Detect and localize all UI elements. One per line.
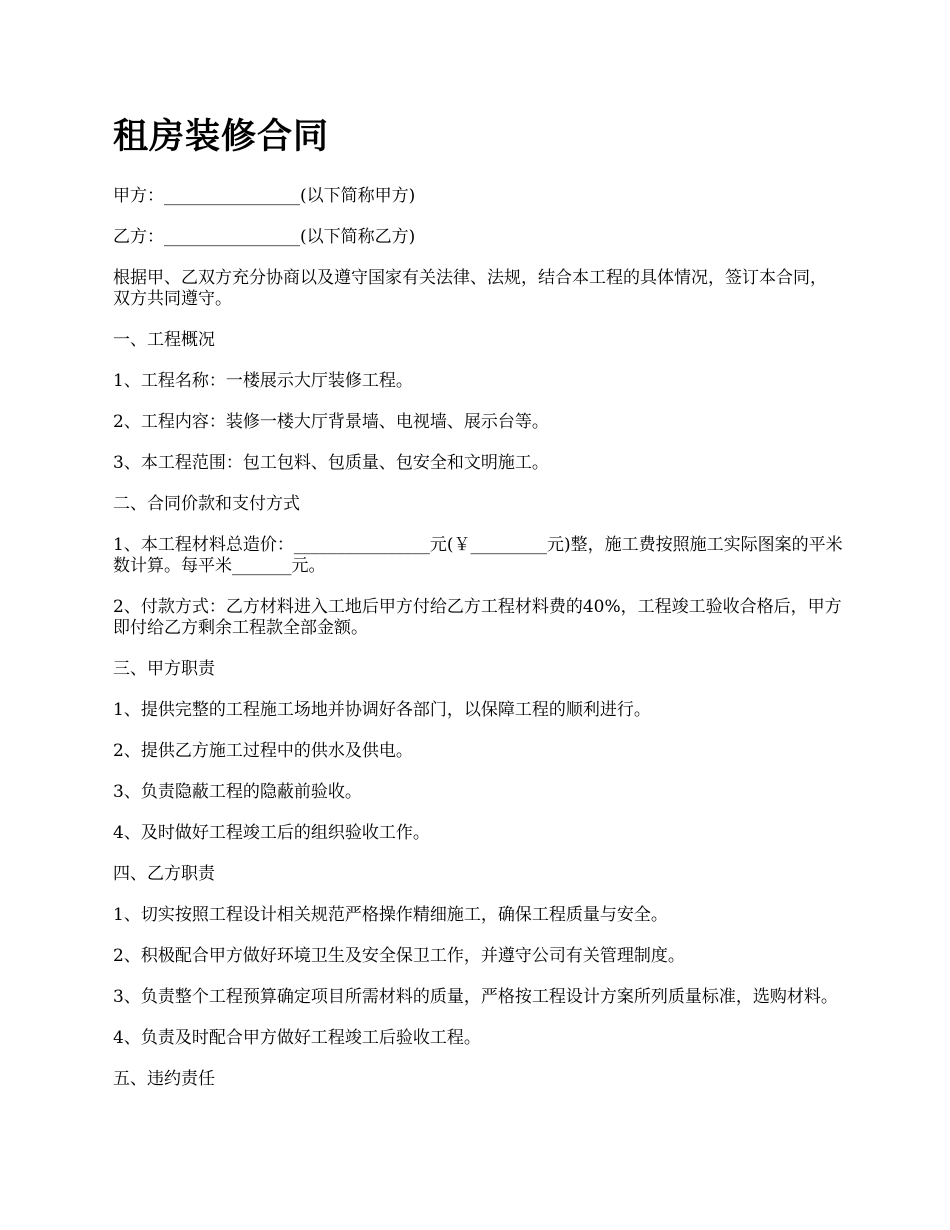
clause-project-name: 1、工程名称：一楼展示大厅装修工程。 <box>113 371 413 391</box>
party-a-line: 甲方：________________(以下简称甲方) <box>113 186 416 206</box>
clause-party-a-duty-2: 2、提供乙方施工过程中的供水及供电。 <box>113 741 413 761</box>
document-title: 租房装修合同 <box>113 116 330 157</box>
clause-party-b-duty-1: 1、切实按照工程设计相关规范严格操作精细施工，确保工程质量与安全。 <box>113 905 668 925</box>
section-heading-party-a-duties: 三、甲方职责 <box>113 659 215 679</box>
clause-party-a-duty-4: 4、及时做好工程竣工后的组织验收工作。 <box>113 823 430 843</box>
clause-total-price: 1、本工程材料总造价：________________元(￥_________元)整，施工费按照施工实际图案的平米数计算。每平米_______元。 <box>113 535 843 576</box>
clause-project-content: 2、工程内容：装修一楼大厅背景墙、电视墙、展示台等。 <box>113 412 549 432</box>
clause-party-a-duty-1: 1、提供完整的工程施工场地并协调好各部门，以保障工程的顺利进行。 <box>113 700 651 720</box>
section-heading-party-b-duties: 四、乙方职责 <box>113 864 215 884</box>
preamble-paragraph: 根据甲、乙双方充分协商以及遵守国家有关法律、法规，结合本工程的具体情况，签订本合同，双方共同遵守。 <box>113 268 827 309</box>
clause-party-b-duty-3: 3、负责整个工程预算确定项目所需材料的质量，严格按工程设计方案所列质量标准，选购材料。 <box>113 987 838 1007</box>
clause-payment-method: 2、付款方式：乙方材料进入工地后甲方付给乙方工程材料费的40%，工程竣工验收合格后，甲方即付给乙方剩余工程款全部金额。 <box>113 597 842 638</box>
section-heading-price-payment: 二、合同价款和支付方式 <box>113 494 300 514</box>
clause-party-b-duty-4: 4、负责及时配合甲方做好工程竣工后验收工程。 <box>113 1028 481 1048</box>
section-heading-breach-liability: 五、违约责任 <box>113 1069 215 1089</box>
clause-project-scope: 3、本工程范围：包工包料、包质量、包安全和文明施工。 <box>113 453 549 473</box>
document-page <box>113 108 843 1110</box>
clause-party-b-duty-2: 2、积极配合甲方做好环境卫生及安全保卫工作，并遵守公司有关管理制度。 <box>113 946 685 966</box>
party-b-line: 乙方：________________(以下简称乙方) <box>113 227 416 247</box>
clause-party-a-duty-3: 3、负责隐蔽工程的隐蔽前验收。 <box>113 782 362 802</box>
section-heading-project-overview: 一、工程概况 <box>113 330 215 350</box>
